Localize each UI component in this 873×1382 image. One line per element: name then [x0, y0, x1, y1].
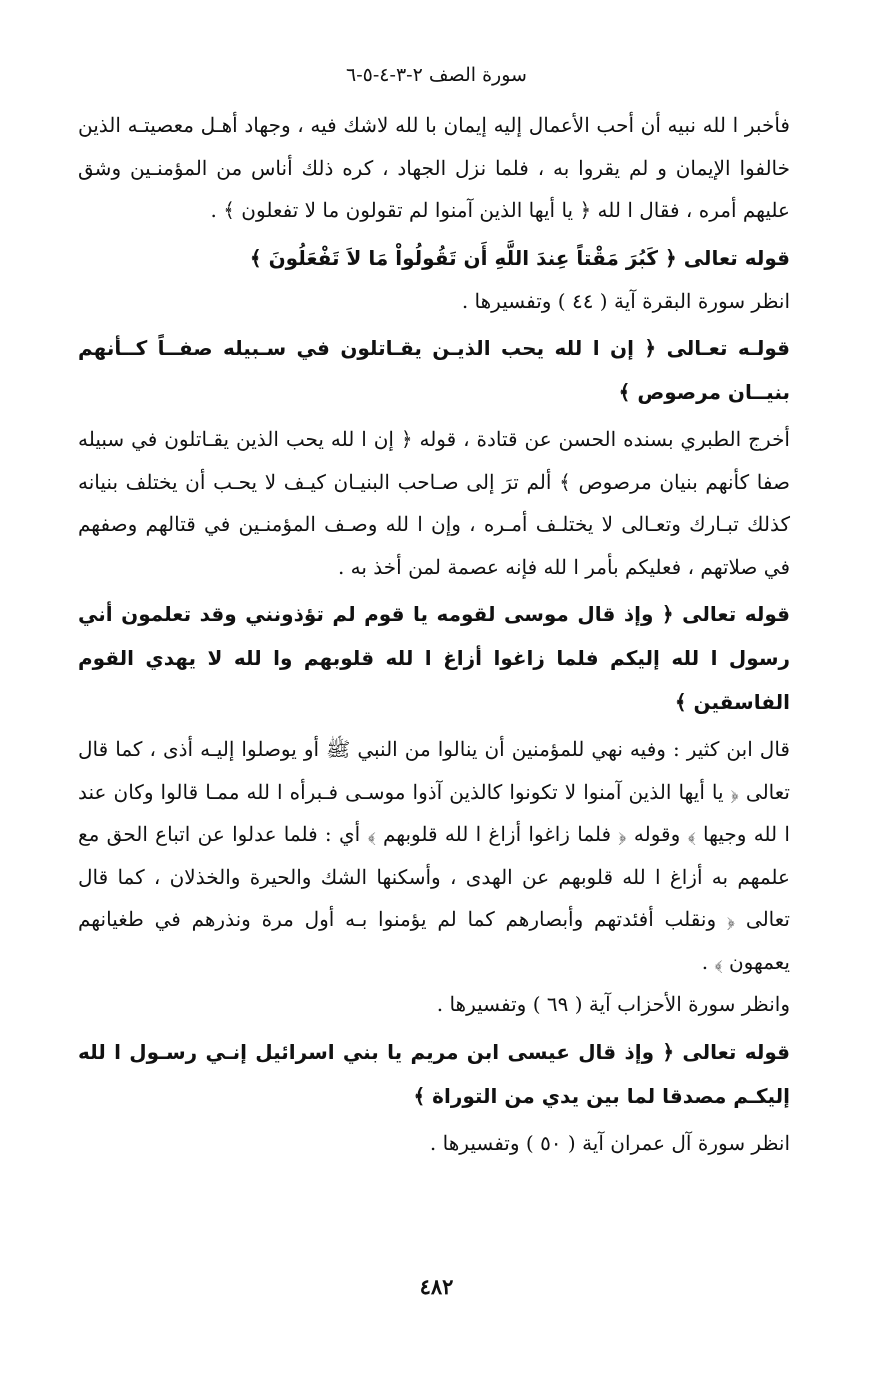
verse-heading: قوله تعالى ﴿ وإذ قال عيسى ابن مريم يا بني اسرائيل إنـي رسـول ا لله إليكـم مصدقا لما بين يدي من التوراة ﴾	[78, 1039, 790, 1108]
verse-heading: قوله تعالى ﴿ وإذ قال موسى لقومه يا قوم لم تؤذونني وقد تعلمون أني رسول ا لله إليكم فلما زاغوا أزاغ ا لله قلوبهم وا لله لا يهدي القوم الفاسقين ﴾	[78, 602, 790, 714]
body-paragraph: انظر سورة آل عمران آية ( ٥٠ ) وتفسيرها .	[429, 1130, 790, 1155]
body-paragraph: وانظر سورة الأحزاب آية ( ٦٩ ) وتفسيرها .	[436, 992, 790, 1016]
body-paragraph: قال ابن كثير : وفيه نهي للمؤمنين أن ينالوا من النبي ﷺ أو يوصلوا إليـه أذى ، كما قال تعالى ﴿ يا أيها الذين آمنوا لا تكونوا كالذين آذوا موسـى فـبرأه ا لله ممـا قالوا وكان عند ا لله وجيها ﴾ وقوله ﴿ فلما زاغوا أزاغ ا لله قلوبهم ﴾ أي : فلما عدلوا عن اتباع الحق مع علمهم به أزاغ ا لله قلوبهم عن الهدى ، وأسكنها الشك والحيرة والخذلان ، كما قال تعالى ﴿ ونقلب أفئدتهم وأبصارهم كما لم يؤمنوا بـه أول مرة ونذرهم في طغيانهم يعمهون ﴾ .	[78, 737, 790, 974]
page-content	[78, 104, 790, 1164]
verse-heading: قوله تعالى ﴿ كَبُرَ مَقْتاً عِندَ اللَّهِ أَن تَقُولُواْ مَا لاَ تَفْعَلُونَ ﴾	[249, 245, 790, 270]
body-paragraph: أخرج الطبري بسنده الحسن عن قتادة ، قوله ﴿ إن ا لله يحب الذين يقـاتلون في سبيله صفا كأنهم بنيان مرصوص ﴾ ألم ترَ إلى صـاحب البنيـان كيـف لا يحـب أن يختلف بنيانه كذلك تبـارك وتعـالى لا يختلـف أمـره ، وإن ا لله وصـف المؤمنـين في قتالهم وصفهم في صلاتهم ، فعليكم بأمر ا لله فإنه عصمة لمن أخذ به .	[78, 427, 790, 579]
verse-heading: قولـه تعـالى ﴿ إن ا لله يحب الذيـن يقـاتلون في سـبيله صفــاً كــأنهم بنيــان مرصوص ﴾	[78, 336, 790, 404]
running-header: سورة الصف ٢-٣-٤-٥-٦	[346, 64, 527, 86]
page-number: ٤٨٢	[419, 1274, 454, 1299]
body-paragraph: فأخبر ا لله نبيه أن أحب الأعمال إليه إيمان با لله لاشك فيه ، وجهاد أهـل معصيتـه الذين خالفوا الإيمان و لم يقروا به ، فلما نزل الجهاد ، كره ذلك أناس من المؤمنـين وشق عليهم أمره ، فقال ا لله ﴿ يا أيها الذين آمنوا لم تقولون ما لا تفعلون ﴾ .	[78, 113, 790, 222]
body-paragraph: انظر سورة البقرة آية ( ٤٤ ) وتفسيرها .	[461, 288, 790, 313]
